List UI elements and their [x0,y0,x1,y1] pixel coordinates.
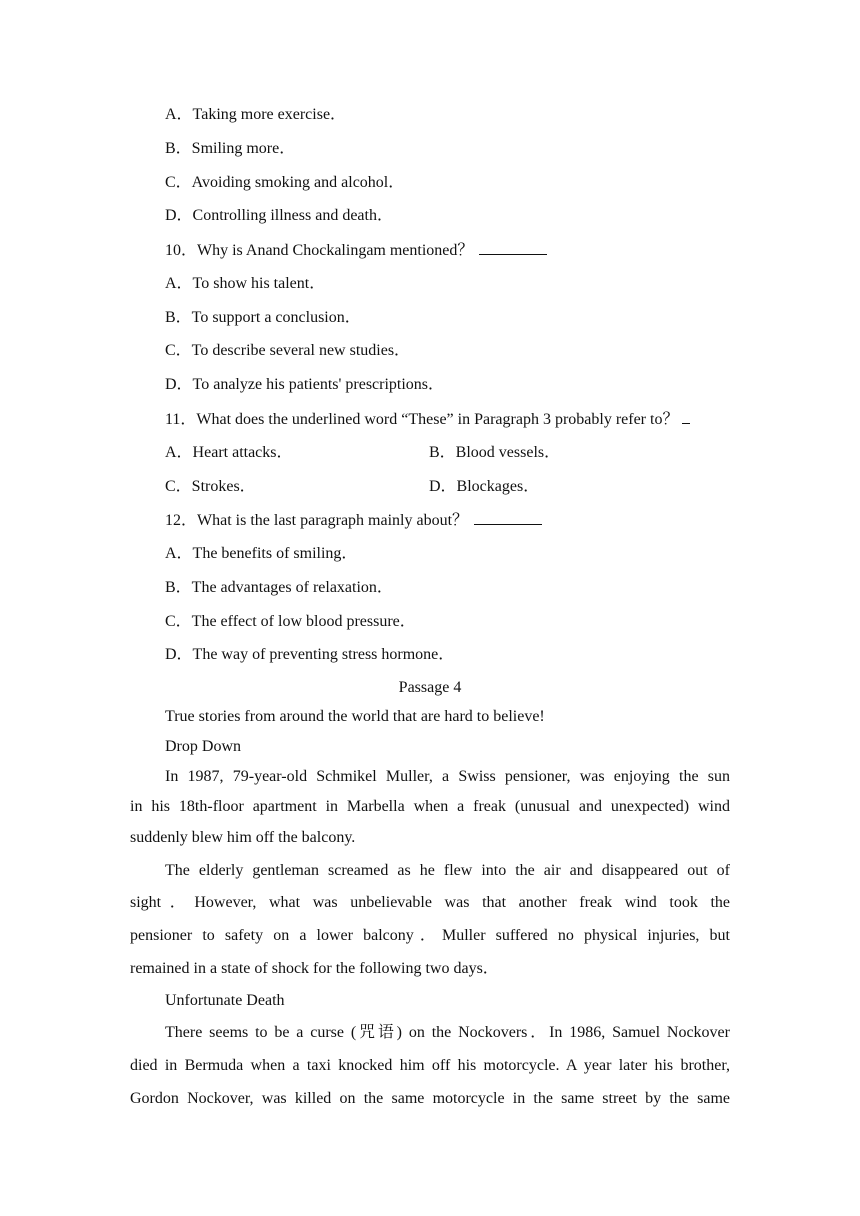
paragraph-2-line-1: The elderly gentleman screamed as he flew into the air and disappeared out of [165,862,730,879]
section-heading-drop-down: Drop Down [165,738,241,755]
q9-option-d: D．Controlling illness and death． [165,207,393,224]
q9-option-b: B．Smiling more． [165,140,296,157]
q10-option-a: A．To show his talent． [165,275,326,292]
paragraph-1-line-3: suddenly blew him off the balcony. [130,829,356,846]
q11-option-b: B．Blood vessels． [429,444,561,461]
q11-option-d: D．Blockages． [429,478,540,495]
q9-option-c: C．Avoiding smoking and alcohol． [165,174,405,191]
q12-answer-blank [474,510,542,525]
q11-option-a: A．Heart attacks． [165,444,293,461]
paragraph-3-line-2: died in Bermuda when a taxi knocked him off his motorcycle. A year later his brother, [130,1057,730,1074]
q9-option-a: A．Taking more exercise． [165,106,347,123]
section-heading-unfortunate-death: Unfortunate Death [165,992,285,1009]
q11-answer-blank [682,409,690,424]
paragraph-1-line-1: In 1987, 79-year-old Schmikel Muller, a Swiss pensioner, was enjoying the sun [165,768,730,785]
q10-option-b: B．To support a conclusion． [165,309,361,326]
paragraph-3-line-3: Gordon Nockover, was killed on the same motorcycle in the same street by the same [130,1090,730,1107]
q10-question [165,240,547,261]
q11-stem: 11．What does the underlined word “These” in Paragraph 3 probably refer to？ [165,411,679,428]
paragraph-2-line-4: remained in a state of shock for the following two days． [130,960,499,977]
paragraph-3-line-1: There seems to be a curse (咒语) on the Nockovers．In 1986, Samuel Nockover [165,1024,730,1041]
q10-stem: 10．Why is Anand Chockalingam mentioned？ [165,242,474,259]
paragraph-2-line-3: pensioner to safety on a lower balcony．Muller suffered no physical injuries, but [130,927,730,944]
paragraph-2-line-2: sight．However, what was unbelievable was that another freak wind took the [130,894,730,911]
q10-answer-blank [479,240,547,255]
paragraph-1-line-2: in his 18th-floor apartment in Marbella when a freak (unusual and unexpected) wind [130,798,730,815]
q12-option-c: C．The effect of low blood pressure． [165,613,416,630]
q12-option-a: A．The benefits of smiling． [165,545,358,562]
passage-title: Passage 4 [398,679,462,696]
q12-option-b: B．The advantages of relaxation． [165,579,393,596]
q12-stem: 12．What is the last paragraph mainly about？ [165,512,469,529]
q11-question [165,409,690,430]
q12-option-d: D．The way of preventing stress hormone． [165,646,455,663]
q10-option-d: D．To analyze his patients' prescriptions． [165,376,445,393]
q11-option-c: C．Strokes． [165,478,256,495]
q10-option-c: C．To describe several new studies． [165,342,411,359]
q12-question [165,510,542,531]
passage-intro: True stories from around the world that are hard to believe! [165,708,545,725]
